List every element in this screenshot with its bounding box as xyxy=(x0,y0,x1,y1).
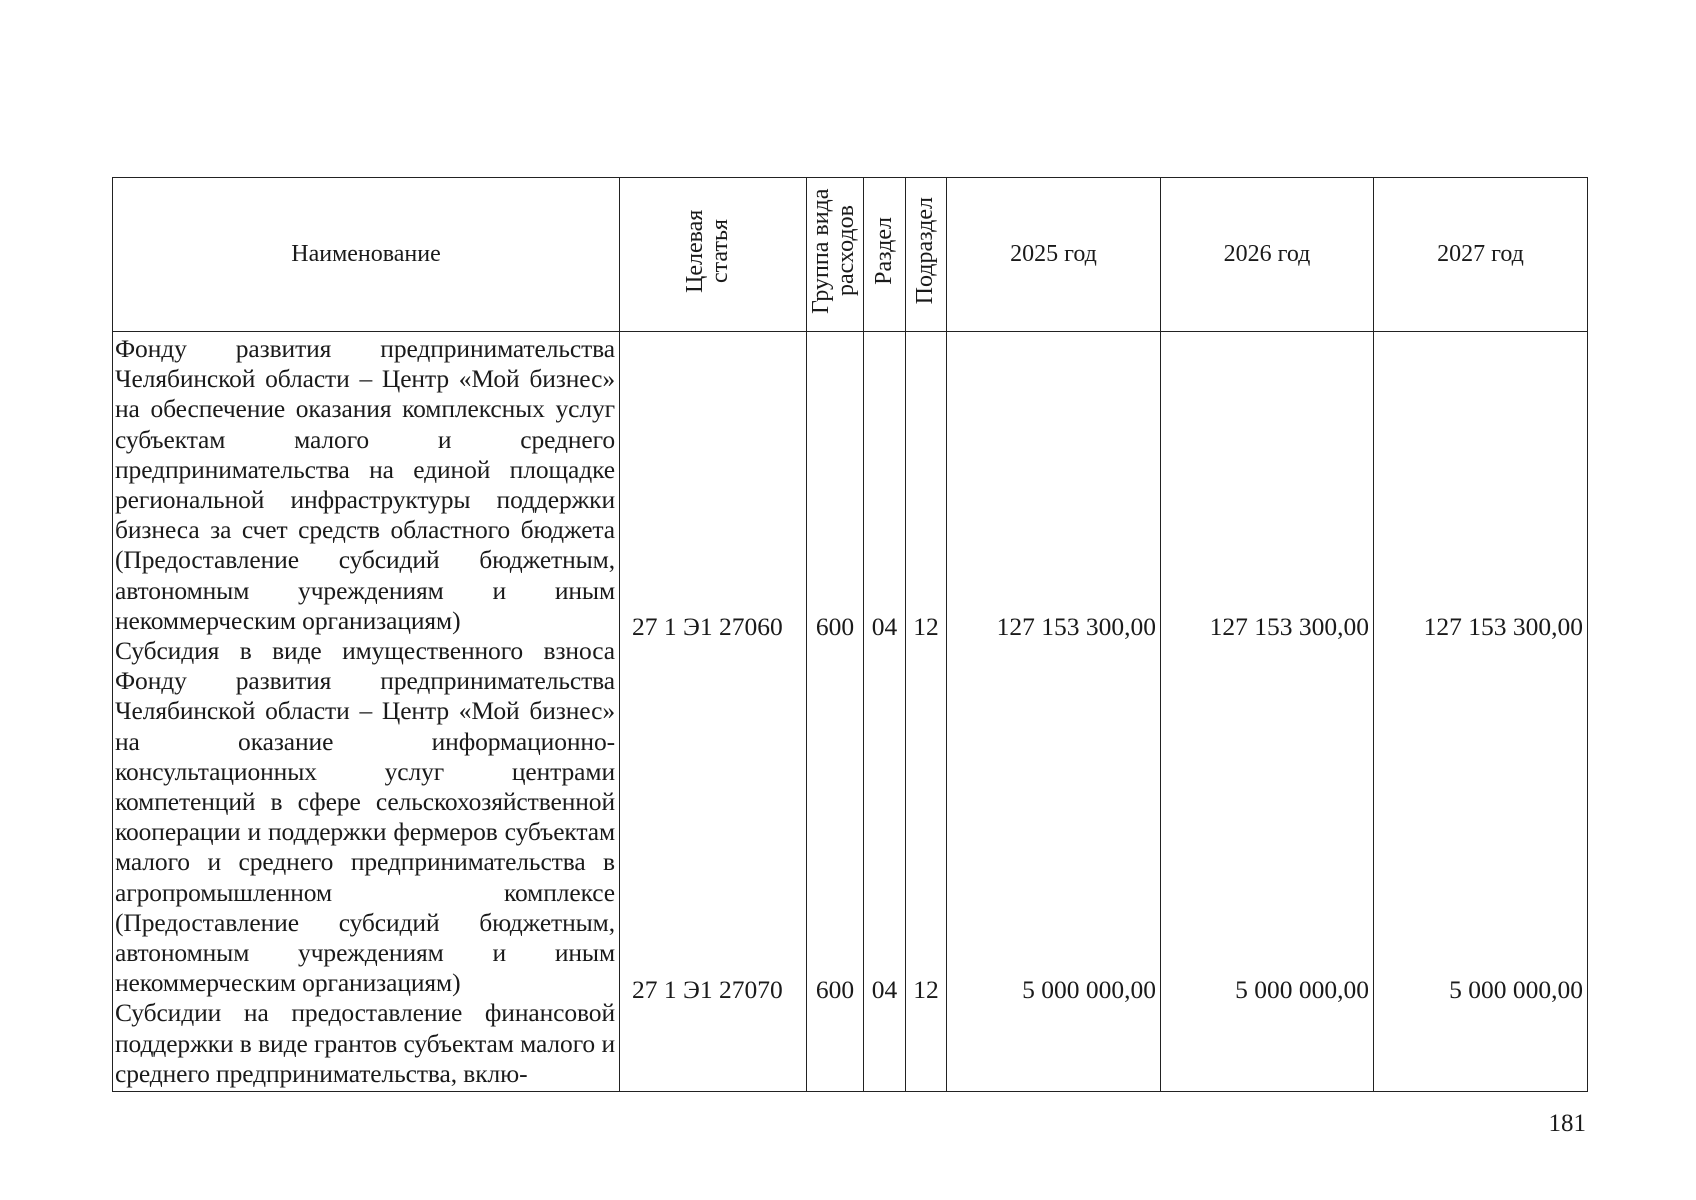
row1-year-2027: 127 153 300,00 xyxy=(1423,612,1583,641)
row2-subsection: 12 xyxy=(913,975,939,1004)
header-name: Наименование xyxy=(113,178,620,332)
row1-expense-group: 600 xyxy=(815,612,855,641)
header-year-2026: 2026 год xyxy=(1161,178,1374,332)
header-section: Раздел xyxy=(864,178,906,332)
row1-target-article: 27 1 Э1 27060 xyxy=(632,612,783,641)
row2-section: 04 xyxy=(871,975,898,1004)
header-expense-group: Группа вида расходов xyxy=(807,178,864,332)
row1-year-2026: 127 153 300,00 xyxy=(1209,612,1369,641)
name-cell xyxy=(113,332,620,1092)
page-number: 181 xyxy=(1548,1110,1586,1137)
target-article-cell xyxy=(620,332,807,1092)
header-subsection: Подраздел xyxy=(906,178,947,332)
expense-group-cell xyxy=(807,332,864,1092)
row2-year-2025: 5 000 000,00 xyxy=(1022,975,1156,1004)
year-2026-cell xyxy=(1161,332,1374,1092)
row1-year-2025: 127 153 300,00 xyxy=(996,612,1156,641)
header-year-2027: 2027 год xyxy=(1374,178,1588,332)
subsection-cell xyxy=(906,332,947,1092)
row2-target-article: 27 1 Э1 27070 xyxy=(632,975,783,1004)
table-row xyxy=(113,332,1588,1092)
name-paragraph-2: Субсидия в виде имущественного взноса Фонду развития предпринимательства Челябинской области – Центр «Мой бизнес» на оказание информационно-консультационных услуг центрами компетенций в сфере сельскохозяйственной кооперации и поддержки фермеров субъектам малого и среднего предпринимательства в агропромышленном комплексе (Предоставление субсидий бюджетным, автономным учреждениям и иным некоммерческим организациям) xyxy=(115,636,615,998)
row2-expense-group: 600 xyxy=(815,975,855,1004)
year-2027-cell xyxy=(1374,332,1588,1092)
name-paragraph-3: Субсидии на предоставление финансовой поддержки в виде грантов субъектам малого и среднего предпринимательства, вклю- xyxy=(115,998,615,1088)
year-2025-cell xyxy=(947,332,1161,1092)
row2-year-2026: 5 000 000,00 xyxy=(1235,975,1369,1004)
row1-section: 04 xyxy=(871,612,898,641)
row2-year-2027: 5 000 000,00 xyxy=(1449,975,1583,1004)
row1-subsection: 12 xyxy=(913,612,939,641)
header-target-article: Целевая статья xyxy=(620,178,807,332)
section-cell xyxy=(864,332,906,1092)
budget-table xyxy=(112,177,1588,1092)
header-row xyxy=(113,178,1588,332)
header-year-2025: 2025 год xyxy=(947,178,1161,332)
name-paragraph-1: Фонду развития предпринимательства Челябинской области – Центр «Мой бизнес» на обеспечение оказания комплексных услуг субъектам малого и среднего предпринимательства на единой площадке региональной инфраструктуры поддержки бизнеса за счет средств областного бюджета (Предоставление субсидий бюджетным, автономным учреждениям и иным некоммерческим организациям) xyxy=(115,334,615,635)
